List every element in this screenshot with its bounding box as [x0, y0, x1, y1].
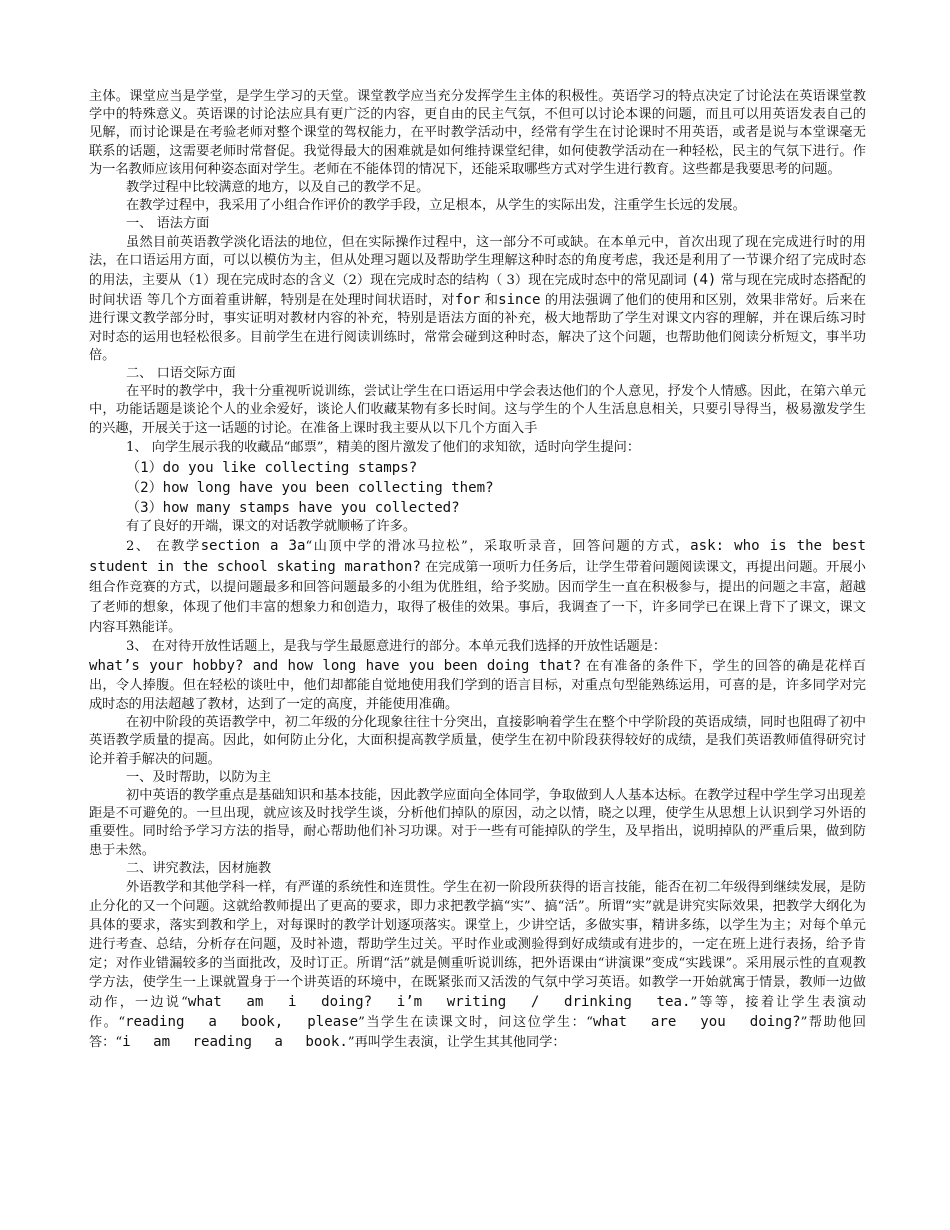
paragraph-grammar: [89, 234, 866, 365]
heading-grammar: 一、 语法方面: [126, 216, 210, 232]
question-2: （2）how long have you been collecting them?: [126, 479, 494, 496]
paragraph-step-3: 3、 在对待开放性话题上，是我与学生最愿意进行的部分。本单元我们选择的开放性话题是：: [126, 639, 667, 655]
text-span: 外语教学和其他学科一样，有严谨的系统性和连贯性。学生在初一阶段所获得的语言技能，能否在初二年级得到继续发展，是防止分化的又一个问题。这就给教师提出了更高的要求，即力求把教学搞“实”、搞“活”。所谓“实”就是讲究实际效果，把教学大纲化为具体的要求，落实到教和学上，对每课时的教学计划逐项落实。课堂上，少讲空话，多做实事，精讲多练，以学生为主；对每个单元进行考查、总结，分析存在问题，及时补遗，帮助学生过关。平时作业或测验得到好成绩或有进步的，一定在班上进行表扬，给予肯定；对作业错漏较多的当面批改，及时订正。所谓“活”就是侧重听说训练，把外语课由“讲演课”变成“实践课”。采用展示性的直观教学方法，使学生一上课就置身于一个讲英语的环境中，在既紧张而又活泼的气氛中学习英语。如教学一开始就寓于情景，教师一边做动作，一边说“: [89, 880, 866, 1011]
heading-help: 一、及时帮助，以防为主: [126, 769, 272, 785]
heading-teaching-method: 二、讲究教法，因材施教: [126, 860, 272, 876]
text-span: section a 3a: [200, 538, 306, 555]
text-span: ask: who is the best student in the school skating marathon?: [89, 538, 867, 576]
paragraph-step-1: 1、 向学生展示我的收藏品“邮票”，精美的图片激发了他们的求知欲，适时向学生提问：: [126, 439, 640, 455]
text-span: 虽然目前英语教学淡化语法的地位，但在实际操作过程中，这一部分不可或缺。在本单元中，首次出现了现在完成进行时的用法，在口语运用方面，可以以模仿为主，但从处理习题以及帮助学生理解这种时态的角度考虑，我还是利用了一节课介绍了完成时态的用法，主要从（1）现在完成时态的含义（2）现在完成时态的结构（ 3）现在完成时态中的常见副词: [89, 234, 866, 289]
text-span: 常与现在完成时态搭配的时间状语 等几个方面着重讲解，特别是在处理时间状语时，对: [89, 273, 866, 309]
paragraph-good-start: 有了良好的开端，课文的对话教学就顺畅了许多。: [126, 518, 417, 534]
text-span: 和: [480, 293, 499, 309]
text-span: i am reading a book.: [122, 1034, 348, 1051]
question-1: （1）do you like collecting stamps?: [126, 459, 418, 476]
text-span: since: [498, 292, 541, 309]
text-span: 在完成第一项听力任务后，让学生带着问题阅读课文，再提出问题。开展小组合作竞赛的方式，以提问题最多和回答问题最多的小组为优胜组，给予奖励。因而学生一直在积极参与，提出的问题之丰富，超越了老师的想象，体现了他们丰富的想象力和创造力，取得了极佳的效果。事后，我调查了一下，许多同学已在课上背下了课文，课文内容耳熟能详。: [89, 560, 866, 636]
paragraph-method: 在教学过程中，我采用了小组合作评价的教学手段，立足根本，从学生的实际出发，注重学生长远的发展。: [126, 198, 746, 214]
text-span: ”帮助他回答：“: [89, 1015, 866, 1051]
text-span: 的用法强调了他们的使用和区别，效果非常好。后来在进行课文教学部分时，事实证明对教材内容的补充，特别是语法方面的补充，极大地帮助了学生对课文内容的理解，并在课后练习时对时态的运用也轻松很多。目前学生在进行阅读训练时，常常会碰到这种时态，解决了这个问题，也帮助他们阅读分析短文，事半功倍。: [89, 293, 866, 363]
text-span: ”再叫学生表演，让学生其其他同学：: [347, 1035, 566, 1051]
text-span: what’s your hobby? and how long have you been doing that?: [89, 658, 582, 675]
text-span: (4): [690, 272, 717, 289]
paragraph-oral: 在平时的教学中，我十分重视听说训练，尝试让学生在口语运用中学会表达他们的个人意见，抒发个人情感。因此，在第六单元中，功能话题是谈论个人的业余爱好，谈论人们收藏某物有多长时间。这与学生的个人生活息息相关，只要引导得当，极易激发学生的兴趣，开展关于这一话题的讨论。在准备上课时我主要从以下几个方面入手: [89, 384, 866, 436]
paragraph-reflection: 教学过程中比较满意的地方，以及自己的教学不足。: [126, 180, 430, 196]
paragraph-teaching-method: [89, 878, 866, 1052]
heading-oral: 二、 口语交际方面: [126, 366, 236, 382]
text-span: “山顶中学的滑冰马拉松”，采取听录音，回答问题的方式，: [305, 539, 691, 555]
paragraph-grade-two: 在初中阶段的英语教学中，初二年级的分化现象往往十分突出，直接影响着学生在整个中学阶段的英语成绩，同时也阻碍了初中英语教学质量的提高。因此，如何防止分化，大面积提高教学质量，使学生在初中阶段获得较好的成绩，是我们英语教师值得研究讨论并着手解决的问题。: [89, 715, 866, 767]
text-span: ”等等，接着让学生表演动作。“: [89, 995, 866, 1031]
text-span: reading a book, please: [125, 1014, 359, 1031]
question-3: （3）how many stamps have you collected?: [126, 499, 460, 516]
text-span: ”当学生在读课文时，问这位学生：“: [358, 1015, 593, 1031]
paragraph-step-2: [89, 536, 866, 638]
paragraph-help: 初中英语的教学重点是基础知识和基本技能，因此教学应面向全体同学，争取做到人人基本达标。在教学过程中学生学习出现差距是不可避免的。一旦出现，就应该及时找学生谈，分析他们掉队的原因，动之以情，晓之以理，使学生从思想上认识到学习外语的重要性。同时给予学习方法的指导，耐心帮助他们补习功课。对于一些有可能掉队的学生，及早指出，说明掉队的严重后果，做到防患于未然。: [89, 788, 866, 858]
text-span: for: [454, 292, 481, 309]
text-span: 在有准备的条件下，学生的回答的确是花样百出，令人捧腹。但在轻松的谈吐中，他们却都能自觉地使用我们学到的语言目标，对重点句型能熟练运用，可喜的是，许多同学对完成时态的用法超越了教材，达到了一定的高度，并能使用准确。: [89, 659, 866, 713]
text-span: what am i doing? i’m writing / drinking tea.: [187, 994, 691, 1011]
text-span: what are you doing?: [592, 1014, 801, 1031]
paragraph-intro: 主体。课堂应当是学堂，是学生学习的天堂。课堂教学应当充分发挥学生主体的积极性。英语学习的特点决定了讨论法在英语课堂教学中的特殊意义。英语课的讨论法应具有更广泛的内容，更自由的民主气氛，不但可以讨论本课的问题，而且可以用英语发表自己的见解，而讨论课是在考验老师对整个课堂的驾权能力，在平时教学活动中，经常有学生在讨论课时不用英语，或者是说与本堂课毫无联系的话题，这需要老师时常督促。我觉得最大的困难就是如何维持课堂纪律，如何使教学活动在一种轻松，民主的气氛下进行。作为一名教师应该用何种姿态面对学生。老师在不能体罚的情况下，还能采取哪些方式对学生进行教育。这些都是我要思考的问题。: [89, 89, 866, 177]
text-span: 2、 在教学: [126, 539, 201, 555]
paragraph-open-topic: [89, 656, 866, 714]
